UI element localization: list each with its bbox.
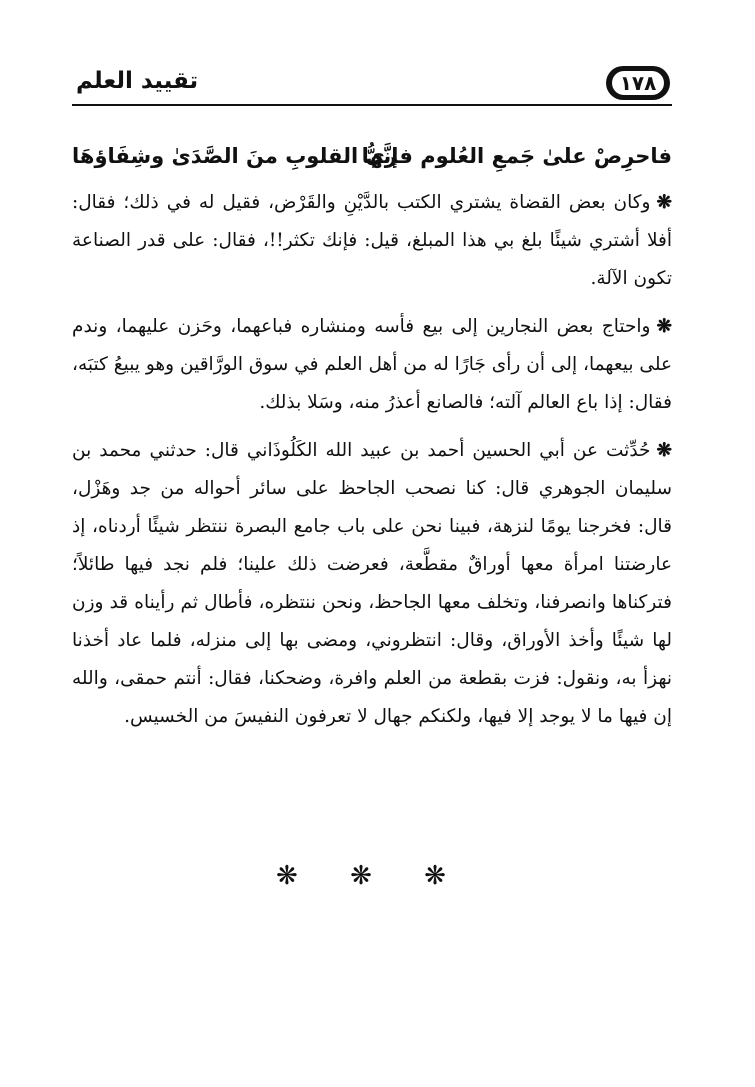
poetry-verse <box>72 136 672 176</box>
page-number: ١٧٨ <box>612 71 664 95</box>
book-page <box>72 0 672 1087</box>
header-rule <box>72 104 672 106</box>
page-header <box>72 66 672 106</box>
paragraph-text: وكان بعض القضاة يشتري الكتب بالدَّيْنِ والقَرْض، فقيل له في ذلك؛ فقال: أفلا أشتري شيئًا بلغ بي هذا المبلغ، قيل: فإنك تكثر!!، فقال: على قدر الصناعة تكون الآلة. <box>72 192 672 289</box>
paragraph-judge-books <box>72 184 672 298</box>
page-number-badge <box>606 66 670 100</box>
running-title: تقييد العلم <box>76 68 199 94</box>
verse-second-hemistich: ريُّ القلوبِ منَ الصَّدَىٰ وشِفَاؤهَا <box>72 144 397 168</box>
paragraph-bullet-icon: ❋ <box>656 192 672 213</box>
paragraph-jahiz-story <box>72 432 672 736</box>
paragraph-bullet-icon: ❋ <box>656 440 672 461</box>
paragraph-text: حُدِّثت عن أبي الحسين أحمد بن عبيد الله الكَلُوذَاني قال: حدثني محمد بن سليمان الجوهري قال: كنا نصحب الجاحظ على سائر أحواله من جد وهَزْل، قال: فخرجنا يومًا لنزهة، فبينا نحن على باب جامع البصرة ننتظر شيئًا أردناه، إذ عارضتنا امرأة معها أوراقٌ مقطَّعة، فعرضت ذلك علينا؛ فلم نجد فيها طائلاً؛ فتركناها وانصرفنا، وتخلف معها الجاحظ، ونحن ننتظره، فأطال ثم رأيناه قد وزن لها شيئًا وأخذ الأوراق، وقال: انتظروني، ومضى بها إلى منزله، فلما عاد أخذنا نهزأ به، ونقول: فزت بقطعة من العلم وافرة، وضحكنا، فقال: أنتم حمقى، والله إن فيها ما لا يوجد إلا فيها، ولكنكم جهال لا تعرفون النفيسَ من الخسيس. <box>72 440 672 727</box>
paragraph-bullet-icon: ❋ <box>656 316 672 337</box>
body-text <box>72 184 672 746</box>
section-end-ornament: ❋ ❋ ❋ <box>276 861 468 891</box>
paragraph-carpenter <box>72 308 672 422</box>
paragraph-text: واحتاج بعض النجارين إلى بيع فأسه ومنشاره فباعهما، وحَزن عليهما، وندم على بيعهما، إلى أن رأى جَارًا له من أهل العلم في سوق الورَّاقين وهو يبيعُ كتبَه، فقال: إذا باع العالم آلته؛ فالصانع أعذرُ منه، وسَلا بذلك. <box>72 316 672 413</box>
verse-first-hemistich: فاحرِصْ علىٰ جَمعِ العُلوم فإنَّها <box>361 144 672 168</box>
